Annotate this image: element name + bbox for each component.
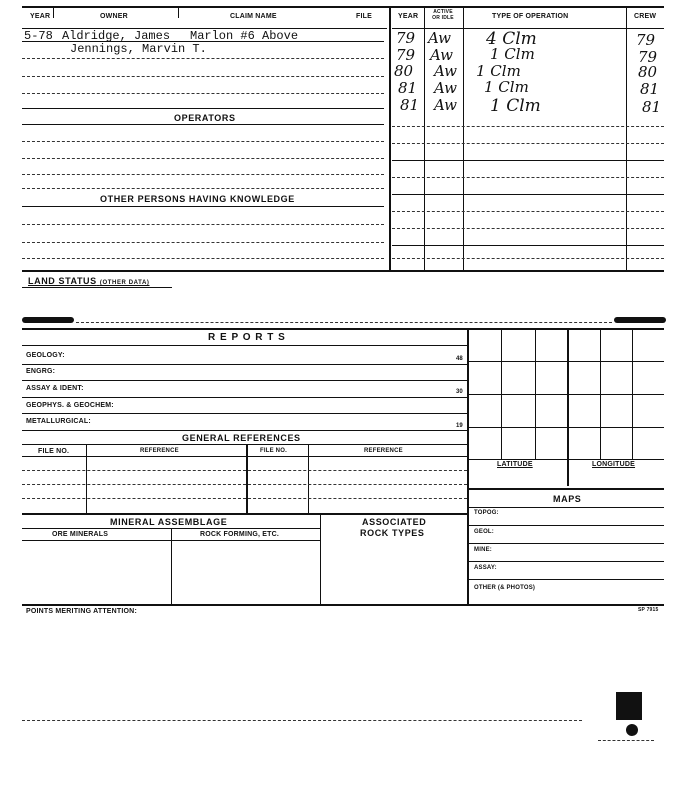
grid-line — [468, 459, 664, 460]
grid-line — [468, 361, 664, 362]
maps-title: MAPS — [553, 494, 582, 504]
metallurgical-number: 19 — [456, 423, 463, 429]
maps-mine-label: MINE: — [474, 547, 492, 553]
maps-other-label: OTHER (& PHOTOS) — [474, 585, 536, 591]
type-crew-divider — [626, 7, 627, 270]
crew-column-header: CREW — [634, 13, 657, 20]
operators-line — [22, 158, 384, 159]
references-divider — [308, 444, 309, 513]
operation-line — [392, 143, 664, 144]
operation-crew: 79 — [638, 48, 658, 66]
upper-bottom-rule — [22, 270, 664, 272]
reports-bottom-rule — [22, 604, 664, 606]
operation-line — [392, 177, 664, 178]
geology-number: 48 — [456, 356, 463, 362]
owner-line — [22, 76, 384, 77]
band-line — [76, 322, 612, 323]
operators-line — [22, 141, 384, 142]
geophys-label: GEOPHYS. & GEOCHEM: — [26, 402, 114, 409]
owner-line — [22, 58, 384, 59]
report-line — [22, 413, 467, 414]
operation-line — [392, 126, 664, 127]
owner-column-header: OWNER — [100, 13, 128, 20]
operation-type: 1 Clm — [484, 78, 529, 96]
reports-title: R E P O R T S — [208, 332, 286, 343]
operation-line — [392, 194, 664, 195]
operation-line — [392, 228, 664, 229]
owner-entry-owner2: Jennings, Marvin T. — [70, 42, 207, 56]
operation-line — [392, 258, 664, 259]
owner-entry-date: 5-78 — [24, 29, 53, 43]
reports-right-border — [467, 328, 469, 605]
edge-smudge-left — [22, 317, 74, 323]
maps-top-rule — [468, 488, 664, 490]
assay-number: 30 — [456, 389, 463, 395]
references-header-rule — [22, 444, 467, 445]
rock-types-label: ROCK TYPES — [360, 528, 425, 538]
owner-line — [22, 108, 384, 109]
other-persons-line — [22, 258, 384, 259]
file-no-header-1: FILE NO. — [38, 448, 70, 455]
metallurgical-label: METALLURGICAL: — [26, 418, 91, 425]
report-line — [22, 430, 467, 431]
assay-label: ASSAY & IDENT: — [26, 385, 84, 392]
operation-line — [392, 245, 664, 246]
maps-line — [468, 579, 664, 580]
maps-header-rule — [468, 507, 664, 508]
edge-smudge-right — [614, 317, 666, 323]
longitude-label: LONGITUDE — [592, 461, 636, 468]
year-column-header: YEAR — [30, 13, 51, 20]
other-persons-line — [22, 224, 384, 225]
operation-type: 1 Clm — [476, 62, 521, 80]
bottom-scan-line — [598, 740, 654, 741]
mineral-divider — [171, 528, 172, 605]
type-of-operation-column-header: TYPE OF OPERATION — [492, 13, 569, 20]
file-column-header: FILE — [356, 13, 372, 20]
top-border — [22, 6, 664, 8]
references-line — [22, 498, 467, 499]
maps-topog-label: TOPOG: — [474, 510, 499, 516]
reference-header-1: REFERENCE — [140, 448, 179, 454]
rock-forming-header: ROCK FORMING, ETC. — [200, 531, 280, 538]
maps-line — [468, 561, 664, 562]
operation-crew: 80 — [638, 63, 658, 81]
associated-label: ASSOCIATED — [362, 517, 427, 527]
operation-status: Aw — [434, 96, 457, 114]
grid-line — [468, 427, 664, 428]
maps-line — [468, 525, 664, 526]
references-divider — [246, 444, 248, 513]
owner-entry-owner1: Aldridge, James — [62, 29, 171, 43]
operation-type: 1 Clm — [490, 45, 535, 63]
references-line — [22, 470, 467, 471]
engrg-label: ENGRG: — [26, 368, 56, 375]
operation-type: 4 Clm — [486, 29, 537, 49]
other-persons-title: OTHER PERSONS HAVING KNOWLEDGE — [100, 194, 295, 204]
owner-line — [22, 41, 384, 42]
bottom-scan-line — [22, 720, 582, 721]
operation-status: Aw — [430, 46, 453, 64]
header-divider — [178, 7, 179, 18]
land-status-subtitle: (OTHER DATA) — [99, 280, 150, 286]
operation-status: Aw — [434, 62, 457, 80]
year-right-column-header: YEAR — [398, 13, 419, 20]
operators-rule — [22, 124, 384, 125]
report-line — [22, 380, 467, 381]
general-references-title: GENERAL REFERENCES — [182, 433, 301, 443]
header-divider — [53, 7, 54, 18]
owner-line — [22, 93, 384, 94]
operation-year: 79 — [396, 46, 416, 64]
owner-entry-claim: Marlon #6 Above — [190, 29, 299, 43]
year-active-divider — [424, 7, 425, 270]
operation-year: 81 — [398, 79, 418, 97]
active-type-divider — [463, 7, 464, 270]
references-rule — [22, 456, 467, 457]
maps-geol-label: GEOL: — [474, 529, 494, 535]
left-right-divider — [389, 6, 391, 270]
maps-assay-label: ASSAY: — [474, 565, 497, 571]
ore-minerals-header: ORE MINERALS — [52, 531, 109, 538]
grid-line-center — [567, 329, 569, 486]
registration-dot — [626, 724, 638, 736]
geology-label: GEOLOGY: — [26, 352, 65, 359]
operation-type: 1 Clm — [490, 96, 541, 116]
reports-header-rule — [22, 345, 467, 346]
reference-header-2: REFERENCE — [364, 448, 403, 454]
mineral-associated-divider — [320, 514, 321, 605]
report-line — [22, 397, 467, 398]
operation-year: 81 — [400, 96, 420, 114]
maps-line — [468, 543, 664, 544]
form-number: SP 7915 — [638, 607, 659, 613]
operation-crew: 79 — [636, 31, 656, 49]
file-no-header-2: FILE NO. — [260, 448, 287, 454]
land-status-title: LAND STATUS — [28, 276, 97, 286]
points-meriting-attention-label: POINTS MERITING ATTENTION: — [26, 608, 137, 615]
claim-name-column-header: CLAIM NAME — [230, 13, 277, 20]
operators-line — [22, 188, 384, 189]
operation-line — [392, 211, 664, 212]
mineral-assemblage-title: MINERAL ASSEMBLAGE — [110, 517, 228, 527]
active-or-idle-column-header: ACTIVE OR IDLE — [432, 9, 454, 21]
operators-line — [22, 174, 384, 175]
operation-year: 79 — [396, 29, 416, 47]
operation-status: Aw — [428, 29, 451, 47]
operation-crew: 81 — [640, 80, 660, 98]
operators-title: OPERATORS — [174, 113, 236, 123]
references-line — [22, 484, 467, 485]
report-line — [22, 364, 467, 365]
land-status-label — [28, 276, 150, 286]
references-bottom-rule — [22, 513, 467, 515]
latitude-label: LATITUDE — [497, 461, 533, 468]
operation-year: 80 — [394, 62, 414, 80]
grid-line — [468, 394, 664, 395]
references-divider — [86, 444, 87, 513]
registration-mark — [616, 692, 642, 720]
other-persons-line — [22, 242, 384, 243]
other-persons-rule — [22, 206, 384, 207]
operation-line — [392, 160, 664, 161]
land-status-rule — [22, 287, 172, 288]
operation-crew: 81 — [642, 98, 662, 116]
operation-status: Aw — [434, 79, 457, 97]
